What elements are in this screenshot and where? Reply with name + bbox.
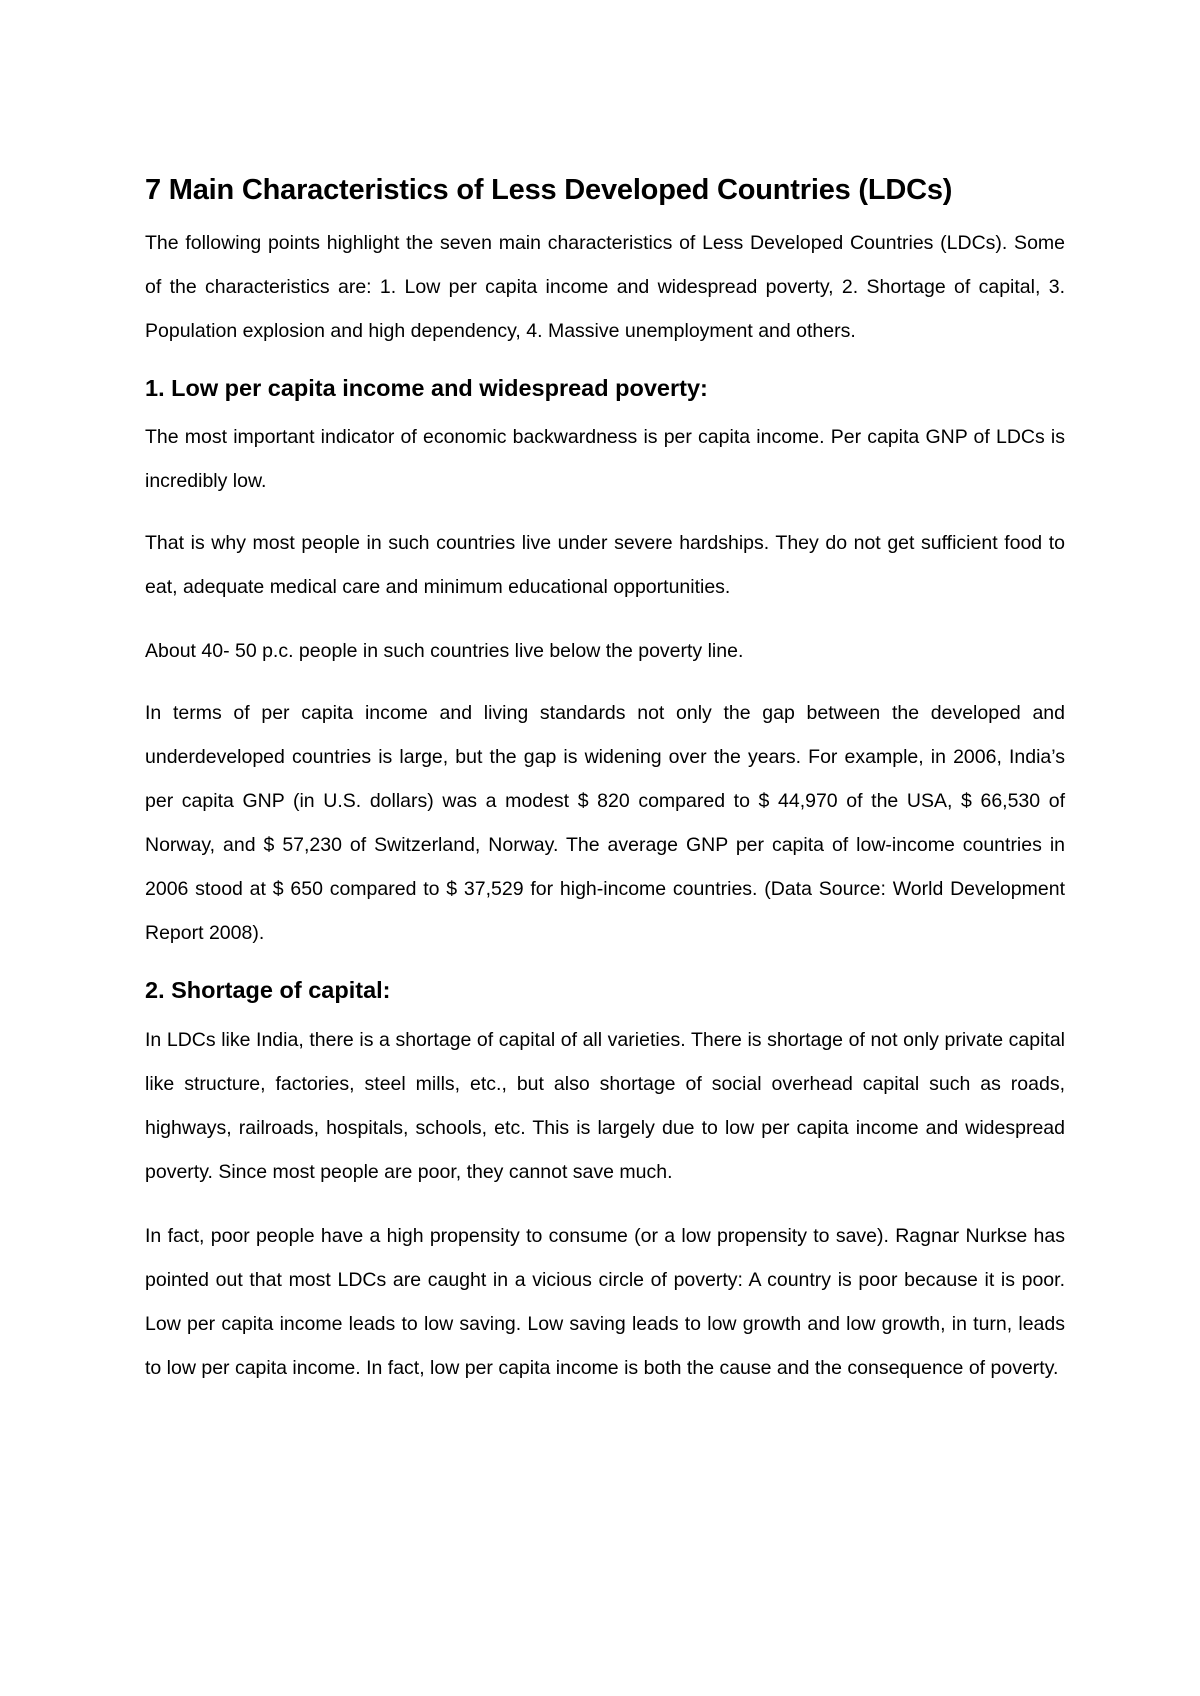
paragraph: The most important indicator of economic backwardness is per capita income. Per capita GNP of LDCs is incredibly low. (145, 426, 1065, 493)
intro-paragraph: The following points highlight the seven main characteristics of Less Developed Countries (LDCs). Some of the characteristics are: 1. Low per capita income and widespread poverty, 2. Shortage of capital, 3. Population explosion and high dependency, 4. Massive unemployment and others. (145, 231, 1065, 342)
paragraph: In LDCs like India, there is a shortage of capital of all varieties. There is shortage of not only private capital like structure, factories, steel mills, etc., but also shortage of social overhead capital such as roads, highways, railroads, hospitals, schools, etc. This is largely due to low per capita income and widespread poverty. Since most people are poor, they cannot save much. (145, 1028, 1065, 1183)
paragraph: About 40- 50 p.c. people in such countries live below the poverty line. (145, 640, 744, 663)
document-page (145, 172, 1065, 1410)
paragraph: In terms of per capita income and living standards not only the gap between the developed and underdeveloped countries is large, but the gap is widening over the years. For example, in 2006, India’s per capita GNP (in U.S. dollars) was a modest $ 820 compared to $ 44,970 of the USA, $ 66,530 of Norway, and $ 57,230 of Switzerland, Norway. The average GNP per capita of low-income countries in 2006 stood at $ 650 compared to $ 37,529 for high-income countries. (Data Source: World Development Report 2008). (145, 702, 1065, 945)
section-shortage-of-capital (145, 975, 1065, 1390)
paragraph: In fact, poor people have a high propensity to consume (or a low propensity to save). Ragnar Nurkse has pointed out that most LDCs are caught in a vicious circle of poverty: A country is poor because it is poor. Low per capita income leads to low saving. Low saving leads to low growth and low growth, in turn, leads to low per capita income. In fact, low per capita income is both the cause and the consequence of poverty. (145, 1224, 1065, 1379)
section-low-income (145, 373, 1065, 956)
section-heading: 2. Shortage of capital: (145, 977, 391, 1004)
document-title: 7 Main Characteristics of Less Developed Countries (LDCs) (145, 174, 953, 206)
section-heading: 1. Low per capita income and widespread poverty: (145, 374, 708, 401)
paragraph: That is why most people in such countries live under severe hardships. They do not get sufficient food to eat, adequate medical care and minimum educational opportunities. (145, 532, 1065, 599)
